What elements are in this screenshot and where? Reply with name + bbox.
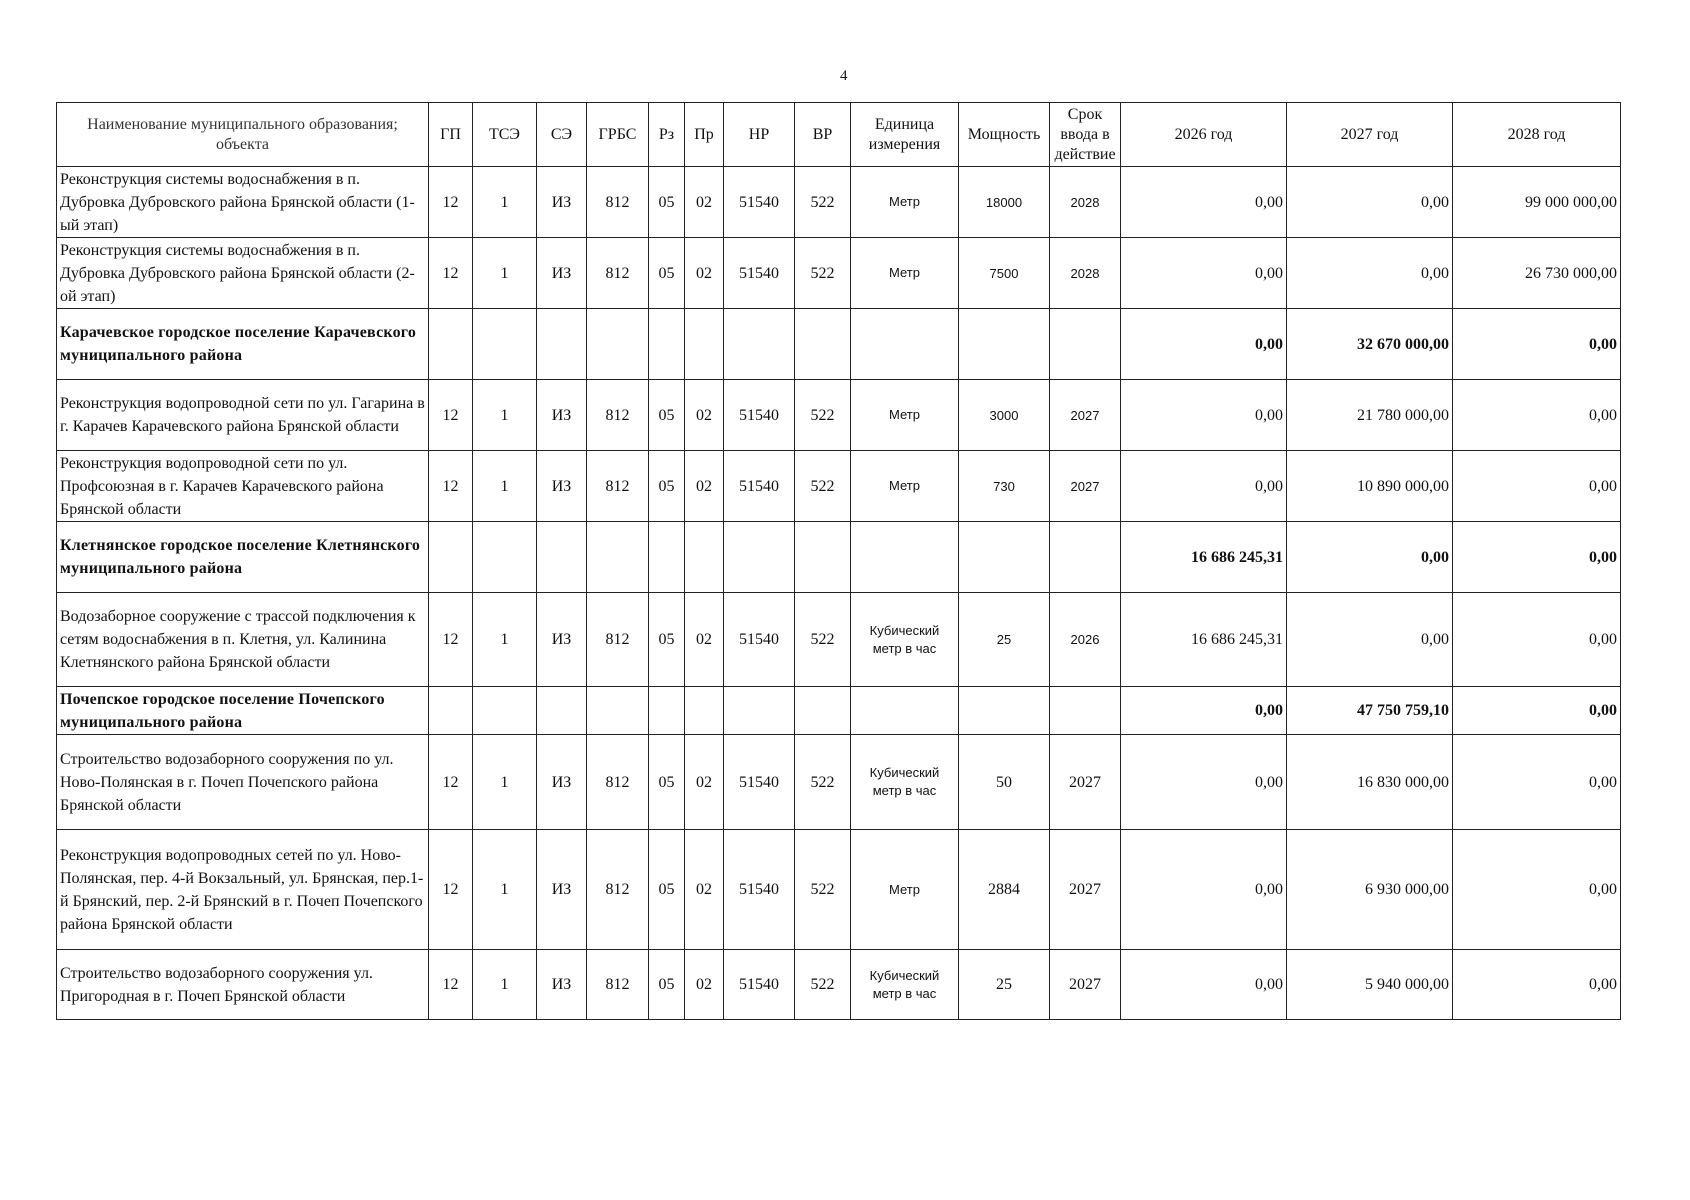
cell-capacity [959,522,1050,593]
cell-rz [649,522,685,593]
group-row [57,522,1621,593]
header-np: НР [724,103,795,167]
cell-term [1050,309,1121,380]
cell-unit: Метр [851,238,959,309]
object-name: Строительство водозаборного сооружения по ул. Ново-Полянская в г. Почеп Почепского района Брянской области [57,735,429,830]
cell-2028: 0,00 [1453,687,1621,735]
cell-se [537,687,587,735]
header-gp: ГП [429,103,473,167]
cell-2027: 0,00 [1287,522,1453,593]
cell-rz: 05 [649,451,685,522]
cell-tse: 1 [473,238,537,309]
cell-2026: 0,00 [1121,950,1287,1020]
cell-2026: 0,00 [1121,687,1287,735]
cell-vr [795,522,851,593]
header-2026: 2026 год [1121,103,1287,167]
header-tse: ТСЭ [473,103,537,167]
cell-term [1050,522,1121,593]
cell-np: 51540 [724,238,795,309]
object-name: Строительство водозаборного сооружения ул. Пригородная в г. Почеп Брянской области [57,950,429,1020]
cell-np: 51540 [724,380,795,451]
cell-2027: 0,00 [1287,593,1453,687]
header-name: Наименование муниципального образования; объекта [57,103,429,167]
cell-capacity: 7500 [959,238,1050,309]
header-capacity: Мощность [959,103,1050,167]
cell-term: 2028 [1050,167,1121,238]
cell-2028: 0,00 [1453,451,1621,522]
cell-unit: Метр [851,380,959,451]
cell-se: ИЗ [537,593,587,687]
cell-term: 2027 [1050,950,1121,1020]
cell-vr: 522 [795,830,851,950]
cell-term: 2026 [1050,593,1121,687]
cell-2027: 21 780 000,00 [1287,380,1453,451]
cell-gp: 12 [429,451,473,522]
municipality-name: Почепское городское поселение Почепского муниципального района [57,687,429,735]
cell-vr: 522 [795,238,851,309]
header-se: СЭ [537,103,587,167]
table-row [57,735,1621,830]
cell-gp: 12 [429,380,473,451]
header-rz: Рз [649,103,685,167]
cell-capacity: 2884 [959,830,1050,950]
cell-term: 2027 [1050,830,1121,950]
cell-2028: 0,00 [1453,309,1621,380]
cell-term: 2027 [1050,735,1121,830]
cell-capacity: 18000 [959,167,1050,238]
cell-pr: 02 [685,167,724,238]
cell-rz: 05 [649,238,685,309]
cell-tse: 1 [473,830,537,950]
object-name: Реконструкция системы водоснабжения в п. Дубровка Дубровского района Брянской области (2-ой этап) [57,238,429,309]
cell-unit: Метр [851,167,959,238]
cell-se: ИЗ [537,830,587,950]
cell-term: 2027 [1050,451,1121,522]
group-row [57,309,1621,380]
cell-tse [473,522,537,593]
cell-tse: 1 [473,380,537,451]
cell-np [724,687,795,735]
cell-2028: 0,00 [1453,950,1621,1020]
cell-2026: 16 686 245,31 [1121,593,1287,687]
cell-term: 2028 [1050,238,1121,309]
cell-vr: 522 [795,950,851,1020]
cell-2026: 0,00 [1121,309,1287,380]
cell-tse: 1 [473,593,537,687]
cell-2028: 0,00 [1453,593,1621,687]
cell-2026: 0,00 [1121,830,1287,950]
cell-unit [851,522,959,593]
cell-grbs: 812 [587,167,649,238]
table-row [57,167,1621,238]
cell-capacity: 25 [959,593,1050,687]
cell-gp [429,309,473,380]
cell-2027: 6 930 000,00 [1287,830,1453,950]
group-row [57,687,1621,735]
object-name: Реконструкция водопроводной сети по ул. Гагарина в г. Карачев Карачевского района Брянской области [57,380,429,451]
cell-pr: 02 [685,593,724,687]
table-row [57,451,1621,522]
cell-se: ИЗ [537,451,587,522]
cell-grbs [587,522,649,593]
cell-gp: 12 [429,167,473,238]
cell-2027: 5 940 000,00 [1287,950,1453,1020]
object-name: Реконструкция системы водоснабжения в п. Дубровка Дубровского района Брянской области (1-ый этап) [57,167,429,238]
cell-grbs: 812 [587,593,649,687]
cell-pr: 02 [685,380,724,451]
cell-pr: 02 [685,238,724,309]
header-row [57,103,1621,167]
cell-vr [795,687,851,735]
cell-unit: Кубический метр в час [851,735,959,830]
cell-pr [685,522,724,593]
table-row [57,950,1621,1020]
cell-pr: 02 [685,830,724,950]
cell-term: 2027 [1050,380,1121,451]
cell-gp: 12 [429,830,473,950]
object-name: Реконструкция водопроводных сетей по ул. Ново-Полянская, пер. 4-й Вокзальный, ул. Брянская, пер.1-й Брянский, пер. 2-й Брянский в г. Почеп Почепского района Брянской области [57,830,429,950]
cell-term [1050,687,1121,735]
table-row [57,238,1621,309]
cell-2028: 99 000 000,00 [1453,167,1621,238]
cell-unit: Кубический метр в час [851,950,959,1020]
cell-2028: 0,00 [1453,830,1621,950]
cell-se: ИЗ [537,380,587,451]
cell-rz [649,687,685,735]
cell-grbs: 812 [587,950,649,1020]
cell-capacity [959,309,1050,380]
cell-2026: 0,00 [1121,167,1287,238]
cell-vr: 522 [795,735,851,830]
header-grbs: ГРБС [587,103,649,167]
cell-grbs: 812 [587,830,649,950]
cell-gp: 12 [429,950,473,1020]
cell-se: ИЗ [537,735,587,830]
cell-pr: 02 [685,735,724,830]
cell-unit [851,309,959,380]
cell-vr [795,309,851,380]
cell-vr: 522 [795,451,851,522]
object-name: Водозаборное сооружение с трассой подключения к сетям водоснабжения в п. Клетня, ул. Калинина Клетнянского района Брянской области [57,593,429,687]
cell-tse: 1 [473,451,537,522]
cell-np: 51540 [724,593,795,687]
cell-vr: 522 [795,380,851,451]
cell-np: 51540 [724,451,795,522]
cell-unit [851,687,959,735]
cell-grbs: 812 [587,380,649,451]
cell-2028: 0,00 [1453,380,1621,451]
cell-2026: 0,00 [1121,238,1287,309]
header-2028: 2028 год [1453,103,1621,167]
cell-se: ИЗ [537,238,587,309]
cell-rz: 05 [649,950,685,1020]
cell-rz: 05 [649,593,685,687]
cell-grbs: 812 [587,238,649,309]
cell-unit: Метр [851,451,959,522]
cell-se: ИЗ [537,167,587,238]
cell-2027: 32 670 000,00 [1287,309,1453,380]
budget-table [56,102,1621,1020]
header-2027: 2027 год [1287,103,1453,167]
cell-capacity: 25 [959,950,1050,1020]
cell-2027: 10 890 000,00 [1287,451,1453,522]
cell-tse [473,309,537,380]
cell-np [724,309,795,380]
page-number: 4 [840,68,848,84]
cell-np: 51540 [724,735,795,830]
cell-gp: 12 [429,593,473,687]
cell-np [724,522,795,593]
cell-grbs: 812 [587,735,649,830]
cell-2026: 0,00 [1121,451,1287,522]
cell-rz: 05 [649,380,685,451]
cell-2028: 0,00 [1453,735,1621,830]
cell-unit: Кубический метр в час [851,593,959,687]
cell-vr: 522 [795,167,851,238]
cell-2026: 16 686 245,31 [1121,522,1287,593]
header-term: Срок ввода в действие [1050,103,1121,167]
cell-2027: 16 830 000,00 [1287,735,1453,830]
cell-tse [473,687,537,735]
cell-gp: 12 [429,735,473,830]
cell-gp [429,522,473,593]
cell-se [537,522,587,593]
cell-np: 51540 [724,830,795,950]
cell-grbs: 812 [587,451,649,522]
table-row [57,380,1621,451]
cell-tse: 1 [473,950,537,1020]
cell-capacity: 3000 [959,380,1050,451]
cell-gp: 12 [429,238,473,309]
cell-2027: 47 750 759,10 [1287,687,1453,735]
cell-gp [429,687,473,735]
cell-capacity: 730 [959,451,1050,522]
cell-se: ИЗ [537,950,587,1020]
cell-rz: 05 [649,167,685,238]
cell-2026: 0,00 [1121,735,1287,830]
cell-grbs [587,309,649,380]
cell-2028: 0,00 [1453,522,1621,593]
object-name: Реконструкция водопроводной сети по ул. Профсоюзная в г. Карачев Карачевского района Брянской области [57,451,429,522]
cell-capacity: 50 [959,735,1050,830]
cell-rz [649,309,685,380]
cell-tse: 1 [473,167,537,238]
cell-capacity [959,687,1050,735]
cell-2027: 0,00 [1287,238,1453,309]
cell-np: 51540 [724,167,795,238]
cell-vr: 522 [795,593,851,687]
municipality-name: Клетнянское городское поселение Клетнянского муниципального района [57,522,429,593]
table-row [57,593,1621,687]
cell-unit: Метр [851,830,959,950]
table-row [57,830,1621,950]
header-unit: Единица измерения [851,103,959,167]
cell-pr [685,309,724,380]
cell-se [537,309,587,380]
cell-grbs [587,687,649,735]
cell-2028: 26 730 000,00 [1453,238,1621,309]
header-pr: Пр [685,103,724,167]
header-vr: ВР [795,103,851,167]
cell-2027: 0,00 [1287,167,1453,238]
cell-rz: 05 [649,735,685,830]
cell-pr: 02 [685,950,724,1020]
cell-np: 51540 [724,950,795,1020]
cell-tse: 1 [473,735,537,830]
cell-rz: 05 [649,830,685,950]
cell-pr: 02 [685,451,724,522]
municipality-name: Карачевское городское поселение Карачевского муниципального района [57,309,429,380]
cell-2026: 0,00 [1121,380,1287,451]
cell-pr [685,687,724,735]
